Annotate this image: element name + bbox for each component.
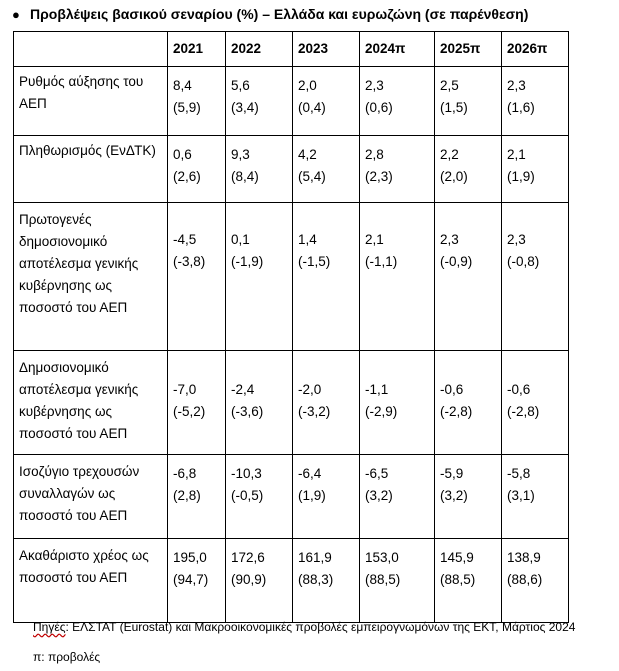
euro-area-value: (-3,2) <box>298 404 331 419</box>
greece-value: 0,1 <box>231 232 250 247</box>
row-label: Ισοζύγιο τρεχουσών συναλλαγών ως ποσοστό του ΑΕΠ <box>14 455 168 539</box>
greece-value: 0,6 <box>173 147 192 162</box>
greece-value: 2,0 <box>298 78 317 93</box>
greece-value: -0,6 <box>507 382 531 397</box>
value-cell <box>226 67 293 136</box>
greece-value: 2,5 <box>440 78 459 93</box>
greece-value: -4,5 <box>173 232 197 247</box>
euro-area-value: (1,5) <box>440 100 468 115</box>
value-cell <box>502 539 569 623</box>
header-cell-year: 2024π <box>360 32 435 67</box>
euro-area-value: (88,3) <box>298 572 334 587</box>
greece-value: 2,3 <box>440 232 459 247</box>
greece-value: -5,9 <box>440 466 464 481</box>
greece-value: 1,4 <box>298 232 317 247</box>
header-cell-year: 2026π <box>502 32 569 67</box>
euro-area-value: (88,5) <box>440 572 476 587</box>
value-cell <box>360 351 435 455</box>
greece-value: -7,0 <box>173 382 197 397</box>
source-text: : ΕΛΣΤΑΤ (Eurostat) και Μακροοικονομικές προβολές εμπειρογνωμόνων της ΕΚΤ, Μάρτιος 2024 <box>65 620 576 634</box>
value-cell <box>502 67 569 136</box>
euro-area-value: (-5,2) <box>173 404 206 419</box>
euro-area-value: (-0,8) <box>507 254 540 269</box>
euro-area-value: (5,4) <box>298 169 326 184</box>
value-cell <box>226 539 293 623</box>
value-cell <box>502 455 569 539</box>
value-cell <box>168 455 226 539</box>
value-cell <box>226 136 293 203</box>
row-label: Ρυθμός αύξησης του ΑΕΠ <box>14 67 168 136</box>
table-row <box>14 203 569 351</box>
value-cell <box>168 351 226 455</box>
value-cell <box>435 351 502 455</box>
greece-value: 2,2 <box>440 147 459 162</box>
greece-value: -0,6 <box>440 382 464 397</box>
value-cell <box>168 67 226 136</box>
value-cell <box>360 136 435 203</box>
greece-value: -6,5 <box>365 466 389 481</box>
euro-area-value: (94,7) <box>173 572 209 587</box>
projection-note: π: προβολές <box>33 650 101 664</box>
value-cell <box>293 136 360 203</box>
greece-value: 9,3 <box>231 147 250 162</box>
greece-value: -5,8 <box>507 466 531 481</box>
euro-area-value: (5,9) <box>173 100 201 115</box>
header-cell-year: 2021 <box>168 32 226 67</box>
value-cell <box>435 136 502 203</box>
euro-area-value: (1,6) <box>507 100 535 115</box>
greece-value: -6,8 <box>173 466 197 481</box>
euro-area-value: (2,0) <box>440 169 468 184</box>
row-label: Δημοσιονομικό αποτέλεσμα γενικής κυβέρνησης ως ποσοστό του ΑΕΠ <box>14 351 168 455</box>
greece-value: 172,6 <box>231 550 265 565</box>
euro-area-value: (3,2) <box>365 488 393 503</box>
euro-area-value: (-1,1) <box>365 254 398 269</box>
header-cell-year: 2023 <box>293 32 360 67</box>
greece-value: 2,3 <box>365 78 384 93</box>
value-cell <box>502 351 569 455</box>
value-cell <box>226 351 293 455</box>
value-cell <box>360 203 435 351</box>
page-title <box>12 6 528 22</box>
value-cell <box>293 539 360 623</box>
title-text: Προβλέψεις βασικού σεναρίου (%) – Ελλάδα και ευρωζώνη (σε παρένθεση) <box>30 6 529 22</box>
greece-value: 161,9 <box>298 550 332 565</box>
value-cell <box>435 67 502 136</box>
greece-value: 145,9 <box>440 550 474 565</box>
value-cell <box>435 455 502 539</box>
greece-value: 5,6 <box>231 78 250 93</box>
euro-area-value: (-3,6) <box>231 404 264 419</box>
value-cell <box>293 203 360 351</box>
euro-area-value: (3,2) <box>440 488 468 503</box>
table-row <box>14 67 569 136</box>
euro-area-value: (1,9) <box>298 488 326 503</box>
euro-area-value: (2,8) <box>173 488 201 503</box>
euro-area-value: (-2,8) <box>507 404 540 419</box>
greece-value: -6,4 <box>298 466 322 481</box>
value-cell <box>168 539 226 623</box>
value-cell <box>435 203 502 351</box>
value-cell <box>226 203 293 351</box>
header-cell-label <box>14 32 168 67</box>
forecast-table <box>13 31 569 623</box>
greece-value: 138,9 <box>507 550 541 565</box>
euro-area-value: (88,5) <box>365 572 401 587</box>
euro-area-value: (3,4) <box>231 100 259 115</box>
greece-value: 2,8 <box>365 147 384 162</box>
value-cell <box>360 67 435 136</box>
euro-area-value: (-2,8) <box>440 404 473 419</box>
greece-value: 8,4 <box>173 78 192 93</box>
value-cell <box>293 455 360 539</box>
row-label: Ακαθάριστο χρέος ως ποσοστό του ΑΕΠ <box>14 539 168 623</box>
value-cell <box>360 539 435 623</box>
euro-area-value: (8,4) <box>231 169 259 184</box>
greece-value: -10,3 <box>231 466 262 481</box>
greece-value: -2,4 <box>231 382 255 397</box>
greece-value: 2,1 <box>507 147 526 162</box>
bullet-icon: ● <box>12 7 20 22</box>
row-label: Πληθωρισμός (ΕνΔΤΚ) <box>14 136 168 203</box>
source-label: Πηγές <box>33 620 66 634</box>
table-row <box>14 455 569 539</box>
euro-area-value: (-0,5) <box>231 488 264 503</box>
euro-area-value: (88,6) <box>507 572 543 587</box>
greece-value: 2,3 <box>507 232 526 247</box>
euro-area-value: (1,9) <box>507 169 535 184</box>
value-cell <box>168 136 226 203</box>
value-cell <box>168 203 226 351</box>
table-row <box>14 136 569 203</box>
value-cell <box>293 351 360 455</box>
table-row <box>14 351 569 455</box>
euro-area-value: (-3,8) <box>173 254 206 269</box>
greece-value: 195,0 <box>173 550 207 565</box>
greece-value: 2,3 <box>507 78 526 93</box>
value-cell <box>502 136 569 203</box>
greece-value: 153,0 <box>365 550 399 565</box>
value-cell <box>226 455 293 539</box>
header-cell-year: 2025π <box>435 32 502 67</box>
value-cell <box>502 203 569 351</box>
euro-area-value: (0,6) <box>365 100 393 115</box>
euro-area-value: (-2,9) <box>365 404 398 419</box>
header-cell-year: 2022 <box>226 32 293 67</box>
value-cell <box>360 455 435 539</box>
value-cell <box>435 539 502 623</box>
header-row <box>14 32 569 67</box>
euro-area-value: (-1,9) <box>231 254 264 269</box>
greece-value: -1,1 <box>365 382 389 397</box>
euro-area-value: (2,6) <box>173 169 201 184</box>
greece-value: 4,2 <box>298 147 317 162</box>
euro-area-value: (-1,5) <box>298 254 331 269</box>
euro-area-value: (90,9) <box>231 572 267 587</box>
row-label: Πρωτογενές δημοσιονομικό αποτέλεσμα γενικής κυβέρνησης ως ποσοστό του ΑΕΠ <box>14 203 168 351</box>
greece-value: 2,1 <box>365 232 384 247</box>
source-note <box>33 620 575 634</box>
value-cell <box>293 67 360 136</box>
greece-value: -2,0 <box>298 382 322 397</box>
table-row <box>14 539 569 623</box>
euro-area-value: (2,3) <box>365 169 393 184</box>
euro-area-value: (3,1) <box>507 488 535 503</box>
euro-area-value: (0,4) <box>298 100 326 115</box>
euro-area-value: (-0,9) <box>440 254 473 269</box>
